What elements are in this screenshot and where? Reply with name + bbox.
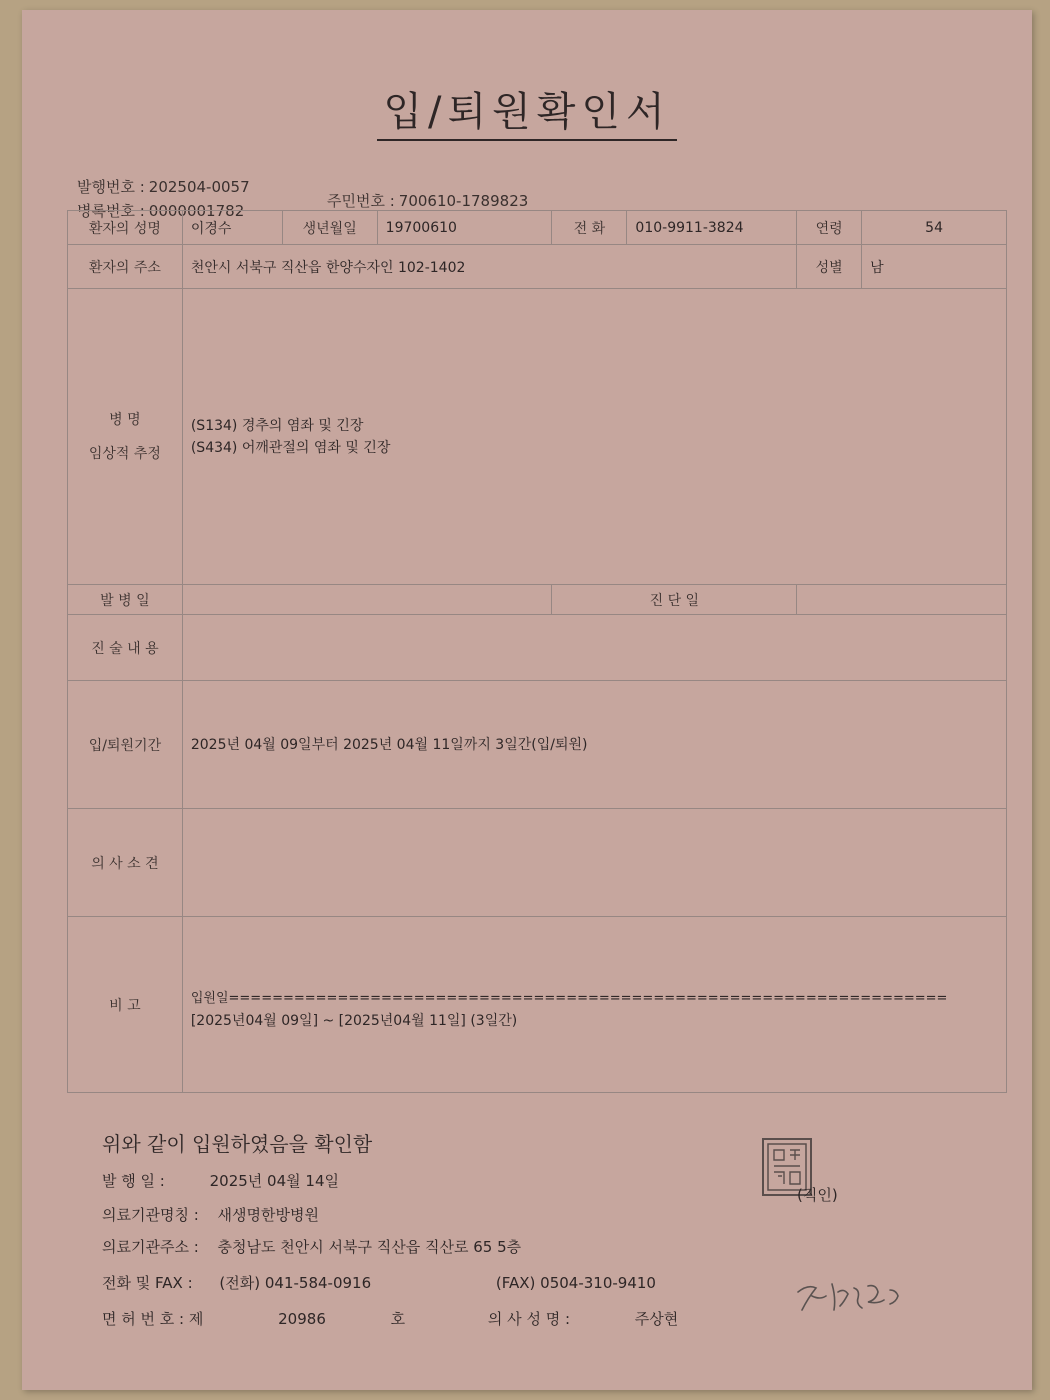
diagnosis-value bbox=[182, 289, 1006, 585]
address-label: 환자의 주소 bbox=[68, 245, 183, 289]
diagnosis-row bbox=[68, 289, 1007, 585]
institution-address-label: 의료기관주소 : bbox=[102, 1238, 199, 1256]
remarks-value bbox=[182, 917, 1006, 1093]
issue-number bbox=[77, 176, 250, 197]
period-row bbox=[68, 681, 1007, 809]
resident-number-value: 700610-1789823 bbox=[398, 192, 529, 210]
resident-number-label: 주민번호 : bbox=[327, 192, 395, 210]
address-value: 천안시 서북구 직산읍 한양수자인 102-1402 bbox=[182, 245, 796, 289]
doctor-signature bbox=[792, 1272, 912, 1322]
patient-form-table bbox=[67, 210, 1007, 1093]
diagnosis-label bbox=[68, 289, 183, 585]
birth-label: 생년월일 bbox=[282, 211, 377, 245]
opinion-label: 의 사 소 견 bbox=[68, 809, 183, 917]
remarks-row bbox=[68, 917, 1007, 1093]
remarks-line-2: [2025년04월 09일] ~ [2025년04월 11일] (3일간) bbox=[190, 1012, 518, 1029]
record-number-label: 병록번호 : bbox=[77, 202, 145, 220]
patient-row-2 bbox=[68, 245, 1007, 289]
period-value bbox=[182, 681, 1006, 809]
institution-fax: (FAX) 0504-310-9410 bbox=[495, 1274, 656, 1292]
age-value: 54 bbox=[862, 211, 1007, 245]
phone-fax-row bbox=[102, 1272, 656, 1293]
age-label: 연령 bbox=[797, 211, 862, 245]
patient-name-value: 이경수 bbox=[182, 211, 282, 245]
issue-date-row bbox=[102, 1170, 339, 1191]
diagnosis-label-2: 임상적 추정 bbox=[88, 445, 161, 462]
record-number-value: 0000001782 bbox=[148, 202, 245, 220]
treatment-value bbox=[182, 615, 1006, 681]
diagnosis-line-2: (S434) 어깨관절의 염좌 및 긴장 bbox=[190, 439, 391, 456]
doctor-name-label: 의 사 성 명 : bbox=[487, 1310, 571, 1328]
patient-row-1 bbox=[68, 211, 1007, 245]
institution-name-label: 의료기관명칭 : bbox=[102, 1206, 199, 1224]
period-label: 입/퇴원기간 bbox=[68, 681, 183, 809]
birth-value: 19700610 bbox=[377, 211, 552, 245]
document-title: 입/퇴원확인서 bbox=[22, 80, 1032, 137]
license-suffix: 호 bbox=[390, 1310, 406, 1328]
treatment-row bbox=[68, 615, 1007, 681]
diagnosis-label-1: 병 명 bbox=[109, 411, 141, 428]
issue-number-label: 발행번호 : bbox=[77, 178, 145, 196]
opinion-value bbox=[182, 809, 1006, 917]
patient-name-label: 환자의 성명 bbox=[68, 211, 183, 245]
issue-date-label: 발 행 일 : bbox=[102, 1172, 165, 1190]
confirmation-statement: 위와 같이 입원하였음을 확인함 bbox=[102, 1132, 373, 1156]
phone-value: 010-9911-3824 bbox=[627, 211, 797, 245]
opinion-row bbox=[68, 809, 1007, 917]
institution-name-value: 새생명한방병원 bbox=[217, 1206, 319, 1224]
institution-address-value: 충청남도 천안시 서북구 직산읍 직산로 65 5층 bbox=[217, 1238, 522, 1256]
resident-number bbox=[327, 190, 528, 211]
issue-number-value: 202504-0057 bbox=[148, 178, 250, 196]
seal-note: (직인) bbox=[797, 1186, 838, 1204]
document-paper bbox=[22, 10, 1032, 1390]
diagnosis-date-value bbox=[797, 585, 1007, 615]
period-text: 2025년 04월 09일부터 2025년 04월 11일까지 3일간(입/퇴원) bbox=[190, 736, 588, 753]
diagnosis-line-1: (S134) 경추의 염좌 및 긴장 bbox=[190, 417, 364, 434]
signature-icon bbox=[792, 1272, 912, 1318]
license-row bbox=[102, 1308, 678, 1329]
institution-phone: (전화) 041-584-0916 bbox=[219, 1274, 372, 1292]
issue-date-value: 2025년 04월 14일 bbox=[209, 1172, 339, 1190]
onset-row bbox=[68, 585, 1007, 615]
phone-fax-label: 전화 및 FAX : bbox=[102, 1274, 193, 1292]
doctor-name: 주상현 bbox=[634, 1310, 679, 1328]
institution-address-row bbox=[102, 1236, 521, 1257]
remarks-line-1: 입원일================================================================== bbox=[190, 990, 948, 1006]
sex-label: 성별 bbox=[797, 245, 862, 289]
onset-label: 발 병 일 bbox=[68, 585, 183, 615]
sex-value: 남 bbox=[862, 245, 1007, 289]
onset-value bbox=[182, 585, 552, 615]
license-label: 면 허 번 호 : 제 bbox=[102, 1310, 204, 1328]
license-number: 20986 bbox=[278, 1310, 326, 1328]
diagnosis-date-label: 진 단 일 bbox=[552, 585, 797, 615]
remarks-label: 비 고 bbox=[68, 917, 183, 1093]
institution-name-row bbox=[102, 1204, 319, 1225]
treatment-label: 진 술 내 용 bbox=[68, 615, 183, 681]
phone-label: 전 화 bbox=[552, 211, 627, 245]
